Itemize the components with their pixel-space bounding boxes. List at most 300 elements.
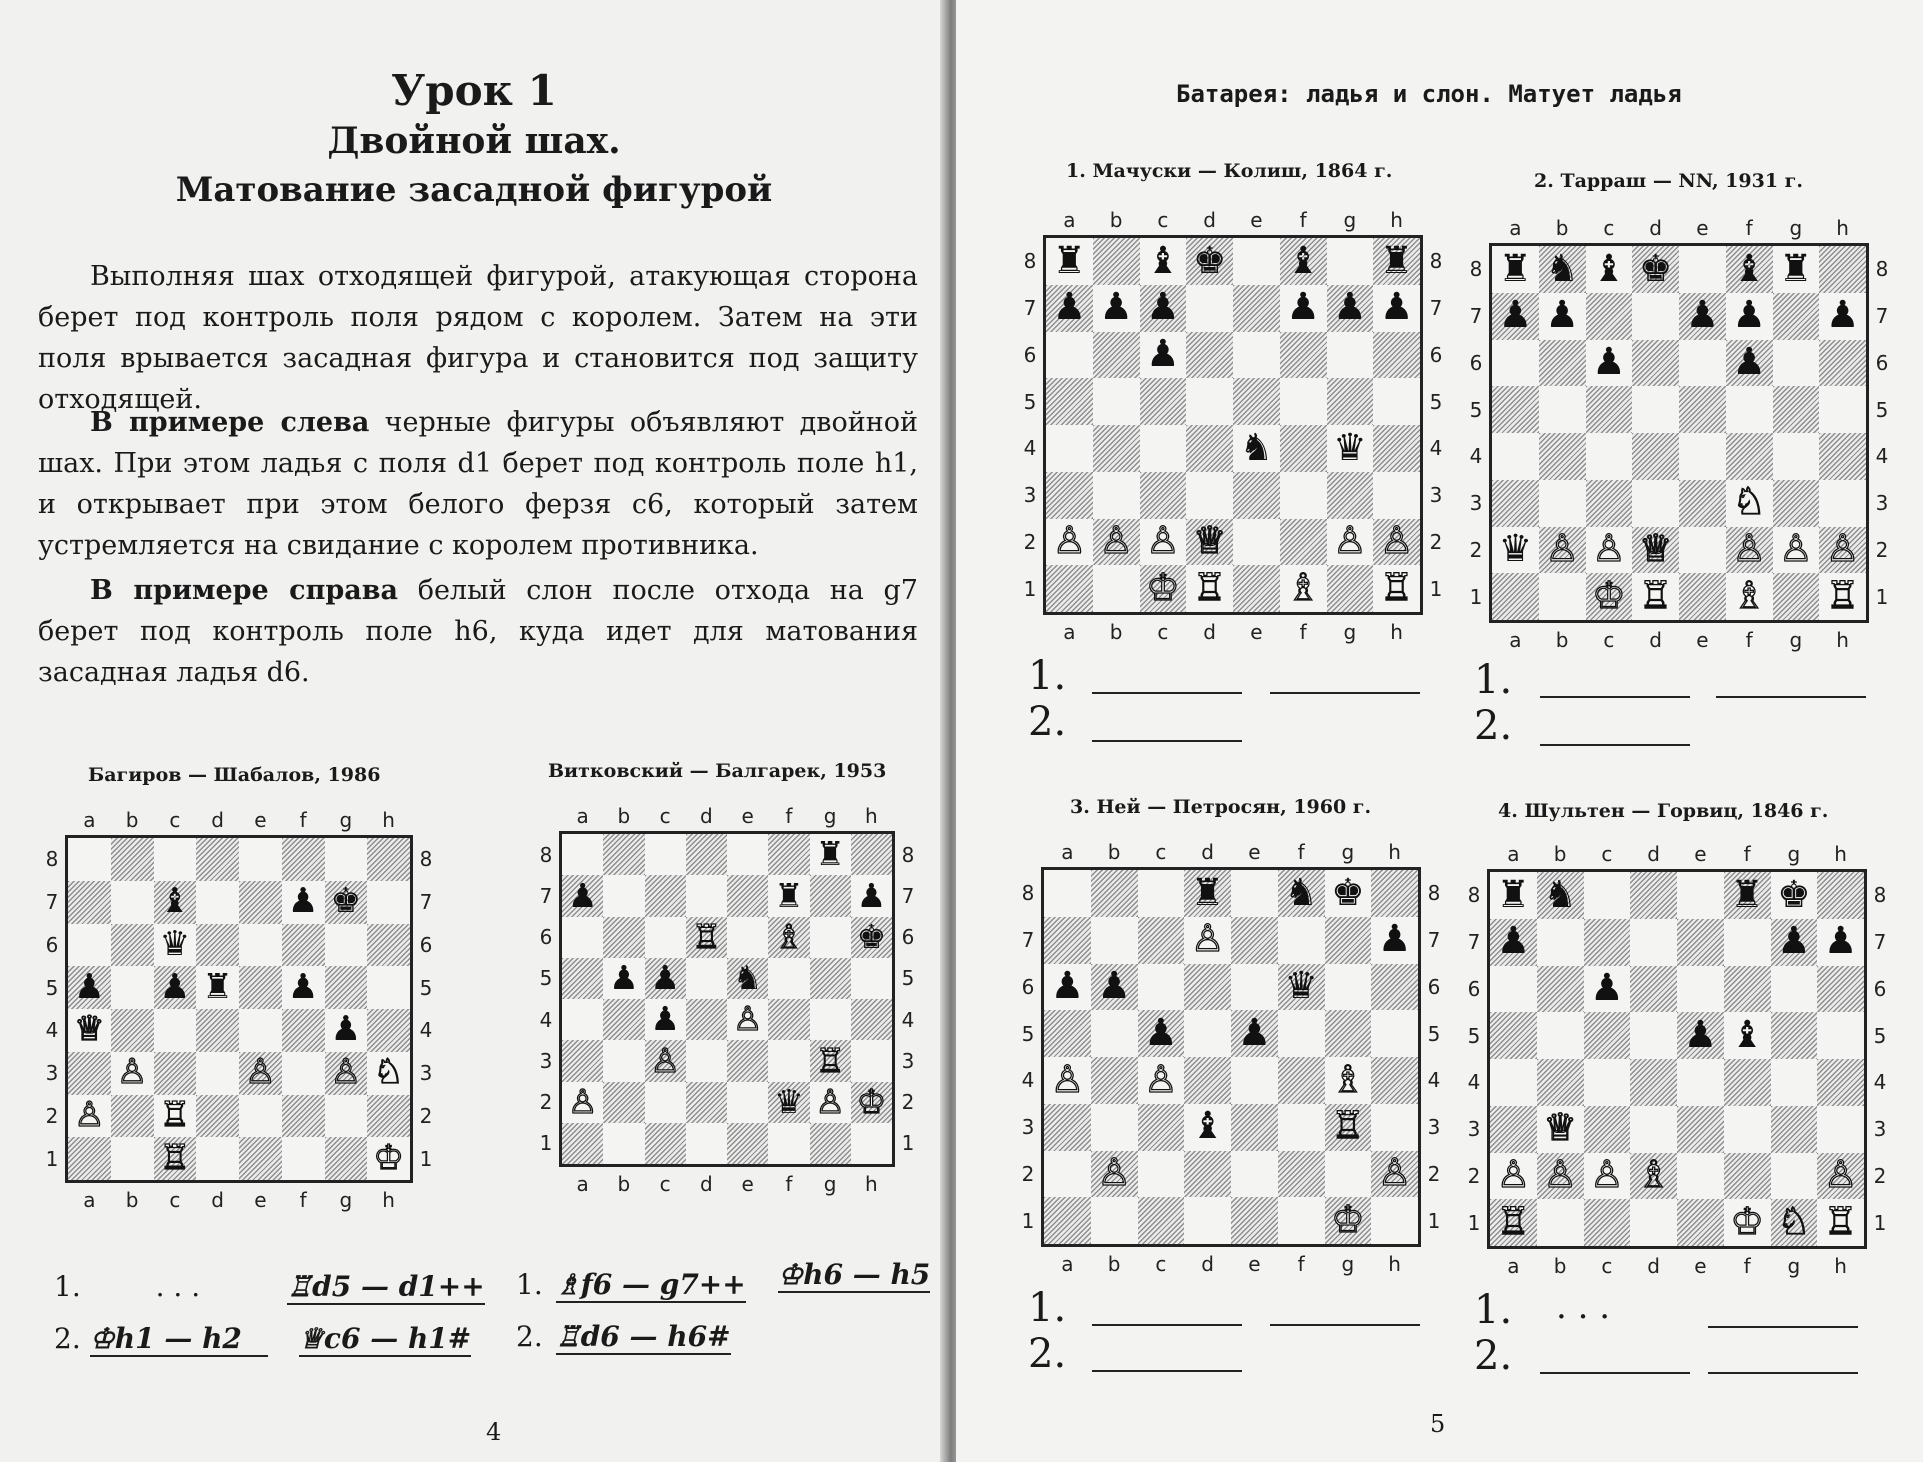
answer-1-move-2-number: 2. xyxy=(1028,699,1067,745)
file-label-g: g xyxy=(1341,840,1355,864)
rank-label-6: 6 xyxy=(1873,976,1887,1001)
file-label-c: c xyxy=(1155,840,1167,864)
file-label-b: b xyxy=(1107,1252,1121,1276)
white-queen-icon: ♕ xyxy=(1192,518,1227,563)
file-label-a: a xyxy=(1063,620,1076,644)
rank-label-1: 1 xyxy=(1467,1210,1481,1235)
file-label-g: g xyxy=(1789,628,1803,652)
file-label-d: d xyxy=(211,1188,224,1212)
black-queen-icon: ♛ xyxy=(1333,424,1367,469)
black-queen-icon: ♛ xyxy=(774,1081,804,1121)
rank-label-1: 1 xyxy=(1427,1208,1441,1233)
answer-2-move-1-blank-white[interactable] xyxy=(1540,696,1690,698)
rank-label-1: 1 xyxy=(1021,1208,1035,1233)
rank-label-5: 5 xyxy=(419,975,433,1000)
answer-4-move-1-ellipsis: . . . xyxy=(1556,1287,1611,1327)
white-rook-icon: ♖ xyxy=(159,1137,191,1178)
black-pawn-icon: ♟ xyxy=(1099,284,1133,329)
answer-4-move-2-blank-white[interactable] xyxy=(1540,1372,1690,1374)
answer-4-move-2-number: 2. xyxy=(1474,1333,1513,1379)
move-text: ♖d6 — h6# xyxy=(555,1320,731,1353)
file-label-e: e xyxy=(254,808,267,832)
file-label-d: d xyxy=(700,1172,713,1196)
black-pawn-icon: ♟ xyxy=(1379,284,1414,329)
white-bishop-icon: ♗ xyxy=(1286,564,1320,609)
white-pawn-icon: ♙ xyxy=(1543,1152,1577,1197)
rank-label-8: 8 xyxy=(901,842,915,867)
answer-3-move-2-blank-white[interactable] xyxy=(1092,1370,1242,1372)
file-label-h: h xyxy=(1390,208,1403,232)
white-pawn-icon: ♙ xyxy=(330,1052,362,1093)
white-pawn-icon: ♙ xyxy=(245,1052,276,1093)
black-pawn-icon: ♟ xyxy=(650,999,680,1039)
white-rook-icon: ♖ xyxy=(1823,1198,1858,1243)
file-label-b: b xyxy=(125,808,139,832)
move-text: ♖d5 — d1++ xyxy=(287,1270,485,1303)
rank-label-5: 5 xyxy=(901,966,915,991)
rank-label-5: 5 xyxy=(539,966,553,991)
file-label-b: b xyxy=(1553,1254,1567,1278)
file-label-e: e xyxy=(1696,628,1709,652)
file-label-b: b xyxy=(1553,842,1567,866)
file-label-h: h xyxy=(1836,216,1849,240)
file-label-e: e xyxy=(1248,840,1261,864)
answer-4-move-1-number: 1. xyxy=(1474,1287,1513,1333)
file-label-h: h xyxy=(1388,840,1401,864)
file-label-h: h xyxy=(1388,1252,1401,1276)
rank-label-8: 8 xyxy=(1023,249,1037,274)
file-label-h: h xyxy=(1836,628,1849,652)
black-rook-icon: ♜ xyxy=(1052,237,1087,282)
rank-label-4: 4 xyxy=(1021,1068,1035,1093)
page-number-left: 4 xyxy=(486,1418,502,1446)
rank-label-4: 4 xyxy=(1873,1070,1887,1095)
black-pawn-icon: ♟ xyxy=(1237,1009,1272,1054)
move-text: ♔h6 — h5 xyxy=(778,1258,931,1291)
page-number-right: 5 xyxy=(1430,1410,1446,1438)
file-label-g: g xyxy=(823,804,837,828)
rank-label-7: 7 xyxy=(1873,930,1887,955)
white-pawn-icon: ♙ xyxy=(567,1081,598,1121)
lesson-subtitle-2: Матование засадной фигурой xyxy=(175,170,773,210)
file-label-f: f xyxy=(299,808,307,832)
file-label-d: d xyxy=(1647,1254,1660,1278)
rank-label-7: 7 xyxy=(1469,304,1483,329)
black-pawn-icon: ♟ xyxy=(650,958,680,998)
rank-label-5: 5 xyxy=(1467,1023,1481,1048)
file-label-d: d xyxy=(1201,840,1214,864)
rank-label-8: 8 xyxy=(1021,881,1035,906)
file-label-d: d xyxy=(1649,628,1662,652)
rank-label-7: 7 xyxy=(901,883,915,908)
example-right-paragraph xyxy=(38,570,918,693)
rank-label-3: 3 xyxy=(419,1061,433,1086)
white-pawn-icon: ♙ xyxy=(732,999,763,1039)
file-label-c: c xyxy=(1157,620,1169,644)
chessboard-bagirov xyxy=(45,808,433,1212)
file-label-g: g xyxy=(1341,1252,1355,1276)
rank-label-2: 2 xyxy=(901,1090,915,1115)
chessboard-ney xyxy=(1021,840,1441,1276)
file-label-h: h xyxy=(1834,1254,1847,1278)
white-king-icon: ♔ xyxy=(1730,1198,1764,1243)
answer-4-move-2-blank-black[interactable] xyxy=(1708,1372,1858,1374)
example-left-text: черные фигуры объявляют двойной шах. При этом ладья с поля d1 берет под контроль поле h1, и открывает при этом белого ферзя c6, который затем устремляется на свидание с королем противника. xyxy=(38,407,919,561)
move-line-3b xyxy=(778,1258,930,1291)
file-label-f: f xyxy=(1297,840,1305,864)
file-label-e: e xyxy=(741,804,754,828)
file-label-a: a xyxy=(1507,842,1520,866)
white-rook-icon: ♖ xyxy=(1192,564,1227,609)
file-label-a: a xyxy=(83,808,96,832)
answer-2-move-2-number: 2. xyxy=(1474,703,1513,749)
black-bishop-icon: ♝ xyxy=(1190,1103,1225,1148)
answer-1-move-1-blank-black[interactable] xyxy=(1270,692,1420,694)
rank-label-3: 3 xyxy=(1875,491,1889,516)
black-pawn-icon: ♟ xyxy=(74,966,105,1007)
chessboard-schulten xyxy=(1467,842,1887,1278)
file-label-a: a xyxy=(576,1172,589,1196)
rank-label-8: 8 xyxy=(1429,249,1443,274)
rank-label-4: 4 xyxy=(1429,436,1443,461)
file-label-d: d xyxy=(1203,208,1216,232)
rank-label-6: 6 xyxy=(539,925,553,950)
file-label-f: f xyxy=(1745,216,1753,240)
file-label-e: e xyxy=(1248,1252,1261,1276)
rank-label-4: 4 xyxy=(1875,444,1889,469)
file-label-c: c xyxy=(1603,628,1615,652)
white-pawn-icon: ♙ xyxy=(1190,916,1225,961)
rank-label-6: 6 xyxy=(45,932,59,957)
file-label-h: h xyxy=(1390,620,1403,644)
white-pawn-icon: ♙ xyxy=(1333,518,1367,563)
white-pawn-icon: ♙ xyxy=(1592,526,1626,571)
file-label-e: e xyxy=(1694,842,1707,866)
black-pawn-icon: ♟ xyxy=(330,1009,362,1050)
file-label-c: c xyxy=(1601,842,1613,866)
answer-2-move-1-number: 1. xyxy=(1474,657,1513,703)
rank-label-7: 7 xyxy=(1427,928,1441,953)
white-king-icon: ♔ xyxy=(1331,1196,1365,1241)
file-label-d: d xyxy=(1203,620,1216,644)
black-queen-icon: ♛ xyxy=(1284,963,1318,1008)
black-pawn-icon: ♟ xyxy=(567,875,598,915)
rank-label-5: 5 xyxy=(1023,389,1037,414)
rank-label-6: 6 xyxy=(1429,342,1443,367)
rank-label-1: 1 xyxy=(1875,584,1889,609)
file-label-h: h xyxy=(1834,842,1847,866)
file-label-a: a xyxy=(576,804,589,828)
rank-label-5: 5 xyxy=(1469,397,1483,422)
file-label-b: b xyxy=(1555,628,1569,652)
file-label-c: c xyxy=(1603,216,1615,240)
black-rook-icon: ♜ xyxy=(1779,245,1813,290)
move-line-4 xyxy=(516,1320,731,1353)
intro-paragraph: Выполняя шах отходящей фигурой, атакующая сторона берет под контроль поля рядом с королем. Затем на эти поля врывается засадная фигура и становится под защиту отходящей. xyxy=(38,261,918,415)
rank-label-8: 8 xyxy=(45,847,59,872)
black-rook-icon: ♜ xyxy=(1496,871,1531,916)
example-left-lead: В примере слева xyxy=(90,407,370,438)
rank-label-7: 7 xyxy=(539,883,553,908)
rank-label-3: 3 xyxy=(1023,483,1037,508)
move-text: ♕c6 — h1# xyxy=(298,1322,472,1355)
black-pawn-icon: ♟ xyxy=(856,875,887,915)
white-pawn-icon: ♙ xyxy=(1097,1150,1131,1195)
rank-label-6: 6 xyxy=(1023,342,1037,367)
black-pawn-icon: ♟ xyxy=(1333,284,1367,329)
rank-label-5: 5 xyxy=(1427,1021,1441,1046)
rank-label-6: 6 xyxy=(1467,976,1481,1001)
rank-label-3: 3 xyxy=(901,1048,915,1073)
rank-label-4: 4 xyxy=(539,1007,553,1032)
white-pawn-icon: ♙ xyxy=(1779,526,1813,571)
file-label-a: a xyxy=(1061,1252,1074,1276)
black-bishop-icon: ♝ xyxy=(1146,237,1180,282)
file-label-b: b xyxy=(1109,620,1123,644)
chessboard-machuski xyxy=(1023,208,1443,644)
white-pawn-icon: ♙ xyxy=(1379,518,1414,563)
rank-label-7: 7 xyxy=(45,890,59,915)
move-line-1 xyxy=(54,1270,485,1303)
white-rook-icon: ♖ xyxy=(815,1040,845,1080)
white-pawn-icon: ♙ xyxy=(1496,1152,1531,1197)
file-label-h: h xyxy=(382,808,395,832)
rank-label-8: 8 xyxy=(1873,883,1887,908)
move-number: 1. xyxy=(516,1268,543,1301)
file-label-f: f xyxy=(1745,628,1753,652)
white-rook-icon: ♖ xyxy=(1825,572,1860,617)
black-pawn-icon: ♟ xyxy=(1286,284,1320,329)
rank-label-3: 3 xyxy=(539,1048,553,1073)
file-label-d: d xyxy=(1649,216,1662,240)
file-label-b: b xyxy=(125,1188,139,1212)
rank-label-2: 2 xyxy=(419,1103,433,1128)
white-rook-icon: ♖ xyxy=(1638,572,1673,617)
file-label-a: a xyxy=(1061,840,1074,864)
white-pawn-icon: ♙ xyxy=(650,1040,680,1080)
black-pawn-icon: ♟ xyxy=(1732,292,1766,337)
rank-label-7: 7 xyxy=(1467,930,1481,955)
right-page xyxy=(956,0,1923,1462)
answer-1-move-2-blank-white[interactable] xyxy=(1092,740,1242,742)
rank-label-4: 4 xyxy=(1023,436,1037,461)
black-rook-icon: ♜ xyxy=(1730,871,1764,916)
rank-label-2: 2 xyxy=(539,1090,553,1115)
white-pawn-icon: ♙ xyxy=(1099,518,1133,563)
white-queen-icon: ♕ xyxy=(1543,1105,1577,1150)
file-label-b: b xyxy=(617,1172,631,1196)
file-label-g: g xyxy=(1343,208,1357,232)
file-label-c: c xyxy=(1155,1252,1167,1276)
white-pawn-icon: ♙ xyxy=(815,1081,845,1121)
rank-label-7: 7 xyxy=(1021,928,1035,953)
file-label-e: e xyxy=(1696,216,1709,240)
file-label-d: d xyxy=(700,804,713,828)
answer-1-move-1-blank-white[interactable] xyxy=(1092,692,1242,694)
white-queen-icon: ♕ xyxy=(1638,526,1673,571)
white-king-icon: ♔ xyxy=(373,1137,404,1178)
white-pawn-icon: ♙ xyxy=(1144,1056,1178,1101)
rank-label-1: 1 xyxy=(1023,576,1037,601)
file-label-c: c xyxy=(169,1188,181,1212)
move-text: ♗f6 — g7++ xyxy=(555,1268,746,1301)
white-bishop-icon: ♗ xyxy=(1331,1056,1365,1101)
rank-label-4: 4 xyxy=(1469,444,1483,469)
rank-label-7: 7 xyxy=(1023,296,1037,321)
example-right-lead: В примере справа xyxy=(90,575,399,606)
chessboard-vitkovsky xyxy=(539,804,915,1196)
black-pawn-icon: ♟ xyxy=(287,881,319,922)
white-king-icon: ♔ xyxy=(1592,572,1626,617)
white-pawn-icon: ♙ xyxy=(1732,526,1766,571)
caption-vitkovsky: Витковский — Балгарек, 1953 xyxy=(548,760,887,782)
answer-3-move-2-number: 2. xyxy=(1028,1331,1067,1377)
rank-label-3: 3 xyxy=(1467,1117,1481,1142)
black-rook-icon: ♜ xyxy=(1379,237,1414,282)
file-label-e: e xyxy=(1250,208,1263,232)
answer-3-move-1-blank-white[interactable] xyxy=(1092,1324,1242,1326)
file-label-c: c xyxy=(169,808,181,832)
rank-label-5: 5 xyxy=(1429,389,1443,414)
rank-label-1: 1 xyxy=(539,1131,553,1156)
white-bishop-icon: ♗ xyxy=(774,916,804,956)
black-pawn-icon: ♟ xyxy=(1683,1011,1718,1056)
rank-label-1: 1 xyxy=(419,1146,433,1171)
move-number: 1. xyxy=(54,1270,81,1303)
black-pawn-icon: ♟ xyxy=(1377,916,1412,961)
file-label-b: b xyxy=(617,804,631,828)
black-pawn-icon: ♟ xyxy=(1052,284,1087,329)
rank-label-6: 6 xyxy=(1875,350,1889,375)
file-label-g: g xyxy=(1343,620,1357,644)
rank-label-2: 2 xyxy=(1469,537,1483,562)
answer-3-move-1-blank-black[interactable] xyxy=(1270,1324,1420,1326)
black-pawn-icon: ♟ xyxy=(1545,292,1579,337)
black-pawn-icon: ♟ xyxy=(1825,292,1860,337)
black-pawn-icon: ♟ xyxy=(1496,918,1531,963)
rank-label-3: 3 xyxy=(1429,483,1443,508)
rank-label-8: 8 xyxy=(1427,881,1441,906)
rank-label-4: 4 xyxy=(1427,1068,1441,1093)
answer-2-move-2-blank-white[interactable] xyxy=(1540,744,1690,746)
file-label-h: h xyxy=(865,1172,878,1196)
black-pawn-icon: ♟ xyxy=(1732,339,1766,384)
caption-ney: 3. Ней — Петросян, 1960 г. xyxy=(1070,796,1372,818)
answer-2-move-1-blank-black[interactable] xyxy=(1716,696,1866,698)
file-label-e: e xyxy=(1250,620,1263,644)
white-pawn-icon: ♙ xyxy=(1377,1150,1412,1195)
answer-4-move-1-blank-black[interactable] xyxy=(1708,1326,1858,1328)
black-pawn-icon: ♟ xyxy=(1685,292,1720,337)
move-number: 2. xyxy=(54,1322,81,1355)
file-label-a: a xyxy=(1063,208,1076,232)
black-king-icon: ♚ xyxy=(1638,245,1673,290)
rank-label-2: 2 xyxy=(1021,1161,1035,1186)
black-rook-icon: ♜ xyxy=(774,875,804,915)
rank-label-5: 5 xyxy=(1875,397,1889,422)
white-pawn-icon: ♙ xyxy=(1545,526,1579,571)
rank-label-1: 1 xyxy=(1469,584,1483,609)
white-rook-icon: ♖ xyxy=(1496,1198,1531,1243)
rank-label-7: 7 xyxy=(419,890,433,915)
right-page-title: Батарея: ладья и слон. Матует ладья xyxy=(1176,80,1682,108)
black-bishop-icon: ♝ xyxy=(1730,1011,1764,1056)
black-king-icon: ♚ xyxy=(856,916,887,956)
black-pawn-icon: ♟ xyxy=(1592,339,1626,384)
file-label-a: a xyxy=(83,1188,96,1212)
rank-label-1: 1 xyxy=(1429,576,1443,601)
file-label-f: f xyxy=(1743,842,1751,866)
black-rook-icon: ♜ xyxy=(1190,869,1225,914)
rank-label-3: 3 xyxy=(1873,1117,1887,1142)
black-bishop-icon: ♝ xyxy=(1732,245,1766,290)
file-label-b: b xyxy=(1107,840,1121,864)
caption-machuski: 1. Мачуски — Колиш, 1864 г. xyxy=(1066,160,1393,182)
example-left-paragraph xyxy=(38,402,918,566)
file-label-b: b xyxy=(1109,208,1123,232)
black-pawn-icon: ♟ xyxy=(1777,918,1811,963)
move-text: ♔h1 — h2 xyxy=(90,1322,268,1357)
white-pawn-icon: ♙ xyxy=(74,1094,105,1135)
white-pawn-icon: ♙ xyxy=(1823,1152,1858,1197)
black-pawn-icon: ♟ xyxy=(609,958,639,998)
rank-label-3: 3 xyxy=(1427,1115,1441,1140)
answer-1-move-1-number: 1. xyxy=(1028,653,1067,699)
rank-label-2: 2 xyxy=(1429,529,1443,554)
file-label-a: a xyxy=(1507,1254,1520,1278)
rank-label-5: 5 xyxy=(45,975,59,1000)
file-label-c: c xyxy=(1601,1254,1613,1278)
file-label-g: g xyxy=(1787,1254,1801,1278)
black-knight-icon: ♞ xyxy=(1543,871,1577,916)
file-label-h: h xyxy=(382,1188,395,1212)
rank-label-1: 1 xyxy=(1873,1210,1887,1235)
rank-label-8: 8 xyxy=(419,847,433,872)
rank-label-8: 8 xyxy=(1467,883,1481,908)
move-line-2 xyxy=(54,1322,471,1355)
black-queen-icon: ♛ xyxy=(159,923,191,964)
rank-label-7: 7 xyxy=(1875,304,1889,329)
black-rook-icon: ♜ xyxy=(1498,245,1533,290)
black-knight-icon: ♞ xyxy=(732,958,763,998)
black-king-icon: ♚ xyxy=(1192,237,1227,282)
example-right-text: белый слон после отхода на g7 берет под контроль поле h6, куда идет для матования засадная ладья d6. xyxy=(38,575,918,688)
caption-schulten: 4. Шультен — Горвиц, 1846 г. xyxy=(1498,800,1829,822)
black-pawn-icon: ♟ xyxy=(287,966,319,1007)
white-rook-icon: ♖ xyxy=(1379,564,1414,609)
black-knight-icon: ♞ xyxy=(1545,245,1579,290)
black-pawn-icon: ♟ xyxy=(1097,963,1131,1008)
white-rook-icon: ♖ xyxy=(1331,1103,1365,1148)
caption-tarrasch: 2. Тарраш — NN, 1931 г. xyxy=(1534,170,1803,192)
file-label-f: f xyxy=(1299,208,1307,232)
rank-label-7: 7 xyxy=(1429,296,1443,321)
move-line-3 xyxy=(516,1268,746,1301)
rank-label-4: 4 xyxy=(901,1007,915,1032)
rank-label-3: 3 xyxy=(1021,1115,1035,1140)
file-label-g: g xyxy=(1787,842,1801,866)
white-king-icon: ♔ xyxy=(856,1081,887,1121)
black-pawn-icon: ♟ xyxy=(159,966,191,1007)
black-pawn-icon: ♟ xyxy=(1144,1009,1178,1054)
black-pawn-icon: ♟ xyxy=(1498,292,1533,337)
rank-label-2: 2 xyxy=(1467,1163,1481,1188)
file-label-b: b xyxy=(1555,216,1569,240)
black-pawn-icon: ♟ xyxy=(1590,965,1624,1010)
white-king-icon: ♔ xyxy=(1146,564,1180,609)
rank-label-8: 8 xyxy=(1875,257,1889,282)
file-label-f: f xyxy=(1743,1254,1751,1278)
